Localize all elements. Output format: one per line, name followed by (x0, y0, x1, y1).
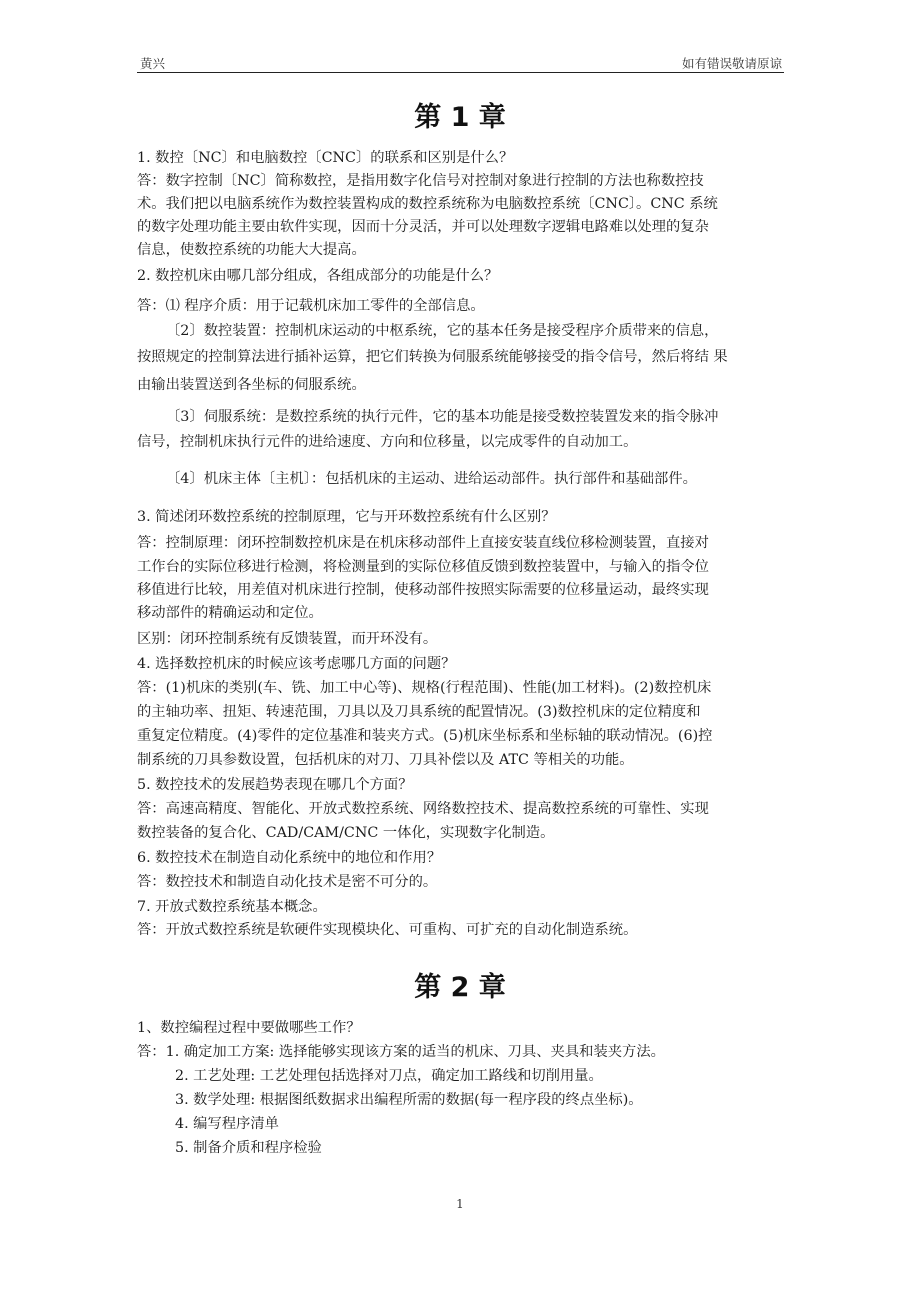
chapter-2-title: 第 2 章 (414, 972, 506, 1003)
answer-5-line: 数控装备的复合化、CAD/CAM/CNC 一体化，实现数字化制造。 (137, 825, 555, 841)
answer-1-line: 的数字处理功能主要由软件实现，因而十分灵活，并可以处理数字逻辑电路难以处理的复杂 (137, 219, 709, 235)
answer-7-line: 答：开放式数控系统是软硬件实现模块化、可重构、可扩充的自动化制造系统。 (137, 922, 638, 938)
answer-2-line: 〔2〕数控装置：控制机床运动的中枢系统，它的基本任务是接受程序介质带来的信息， (166, 323, 719, 339)
question-5: 5. 数控技术的发展趋势表现在哪几个方面？ (137, 777, 413, 793)
answer-2-line: 按照规定的控制算法进行插补运算，把它们转换为伺服系统能够接受的指令信号，然后将结 果 (137, 349, 728, 365)
ch2-answer-step: 2. 工艺处理: 工艺处理包括选择对刀点，确定加工路线和切削用量。 (175, 1068, 603, 1084)
question-2: 2. 数控机床由哪几部分组成，各组成部分的功能是什么？ (137, 268, 499, 284)
answer-5-line: 答：高速高精度、智能化、开放式数控系统、网络数控技术、提高数控系统的可靠性、实现 (137, 801, 709, 817)
chapter-1-title: 第 1 章 (414, 102, 506, 133)
answer-3-line: 移值进行比较，用差值对机床进行控制，使移动部件按照实际需要的位移量运动，最终实现 (137, 582, 709, 598)
answer-2-line: 〔3〕伺服系统：是数控系统的执行元件，它的基本功能是接受数控装置发来的指令脉冲 (166, 409, 719, 425)
answer-3-line: 区别：闭环控制系统有反馈装置，而开环没有。 (137, 631, 438, 647)
answer-1-line: 答：数字控制〔NC〕简称数控，是指用数字化信号对控制对象进行控制的方法也称数控技 (137, 173, 704, 189)
question-3: 3. 简述闭环数控系统的控制原理，它与开环数控系统有什么区别？ (137, 509, 556, 525)
answer-1-line: 信息，使数控系统的功能大大提高。 (137, 242, 366, 258)
answer-2-line: 答：⑴ 程序介质：用于记载机床加工零件的全部信息。 (137, 298, 485, 314)
question-6: 6. 数控技术在制造自动化系统中的地位和作用？ (137, 850, 442, 866)
answer-2-line: 〔4〕机床主体〔主机〕：包括机床的主运动、进给运动部件。执行部件和基础部件。 (166, 471, 697, 487)
answer-4-line: 制系统的刀具参数设置，包括机床的对刀、刀具补偿以及 ATC 等相关的功能。 (137, 752, 634, 768)
question-1: 1. 数控〔NC〕和电脑数控〔CNC〕的联系和区别是什么？ (137, 150, 514, 166)
header-author: 黄兴 (140, 56, 166, 71)
page-number: 1 (456, 1197, 464, 1211)
answer-1-line: 术。我们把以电脑系统作为数控装置构成的数控系统称为电脑数控系统〔CNC〕。CNC 系统 (137, 196, 718, 212)
ch2-answer-step: 4. 编写程序清单 (175, 1116, 279, 1132)
question-4: 4. 选择数控机床的时候应该考虑哪几方面的问题？ (137, 656, 456, 672)
page-header (137, 50, 784, 73)
answer-6-line: 答：数控技术和制造自动化技术是密不可分的。 (137, 874, 438, 890)
answer-3-line: 移动部件的精确运动和定位。 (137, 605, 323, 621)
ch2-answer-step: 答：1. 确定加工方案: 选择能够实现该方案的适当的机床、刀具、夹具和装夹方法。 (137, 1044, 665, 1060)
answer-3-line: 答：控制原理：闭环控制数控机床是在机床移动部件上直接安装直线位移检测装置，直接对 (137, 535, 709, 551)
answer-4-line: 的主轴功率、扭矩、转速范围，刀具以及刀具系统的配置情况。(3)数控机床的定位精度和 (137, 704, 701, 720)
answer-2-line: 信号，控制机床执行元件的进给速度、方向和位移量，以完成零件的自动加工。 (137, 434, 638, 450)
answer-3-line: 工作台的实际位移进行检测，将检测量到的实际位移值反馈到数控装置中，与输入的指令位 (137, 559, 709, 575)
question-7: 7. 开放式数控系统基本概念。 (137, 899, 327, 915)
header-note: 如有错误敬请原谅 (681, 56, 782, 71)
answer-2-line: 由输出装置送到各坐标的伺服系统。 (137, 377, 366, 393)
answer-4-line: 答：(1)机床的类别(车、铣、加工中心等)、规格(行程范围)、性能(加工材料)。(2)数控机床 (137, 680, 712, 696)
ch2-answer-step: 5. 制备介质和程序检验 (175, 1140, 322, 1156)
ch2-answer-step: 3. 数学处理: 根据图纸数据求出编程所需的数据(每一程序段的终点坐标)。 (175, 1092, 643, 1108)
answer-4-line: 重复定位精度。(4)零件的定位基准和装夹方式。(5)机床坐标系和坐标轴的联动情况。(6)控 (137, 728, 713, 744)
ch2-question-1: 1、数控编程过程中要做哪些工作？ (137, 1020, 361, 1036)
